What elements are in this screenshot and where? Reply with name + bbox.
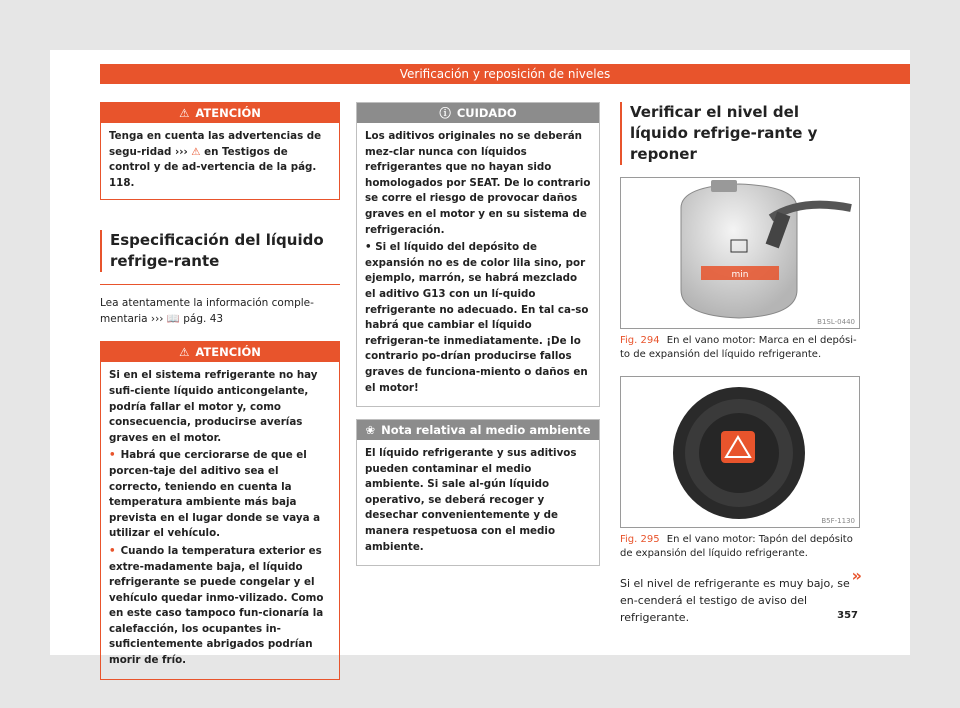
tank-cap-illustration <box>621 377 859 525</box>
warning-box-1-header: ⚠ ATENCIÓN <box>101 103 339 123</box>
page <box>50 50 910 667</box>
section-title-verify: Verificar el nivel del líquido refrige-rante y reponer <box>620 102 860 165</box>
bullet-item: • Cuando la temperatura exterior es extre-madamente baja, el líquido refrigerante se puede congelar y el vehículo quedar inmo-vilizado. Como en este caso tampoco fun-cionaría la calefacción, los ocupantes in-suficientemente abrigados podrían morir de frío. <box>109 544 331 669</box>
warning-icon: ⚠ <box>191 145 201 158</box>
warning-box-2 <box>100 341 340 679</box>
caution-box-header: ⓘ CUIDADO <box>357 103 599 123</box>
warning-box-1 <box>100 102 340 200</box>
page-header-title: Verificación y reposición de niveles <box>399 67 611 81</box>
figure-295-image <box>620 376 860 528</box>
column-3 <box>620 102 860 626</box>
environment-note-box <box>356 419 600 566</box>
warning-box-2-body: Si en el sistema refrigerante no hay sufi-ciente líquido anticongelante, podría fallar el motor y, como consecuencia, producirse averías graves en el motor. • Habrá que cerciorarse de que el porcen-taje del aditivo sea el correcto, teniendo en cuenta la temperatura ambiente más baja prevista en el lugar donde se vaya a utilizar el vehículo. • Cuando la temperatura exterior es extre-madamente baja, el líquido refrigerante se puede congelar y el vehículo quedar inmo-vilizado. Como en este caso tampoco fun-cionaría la calefacción, los ocupantes in-suficientemente abrigados podrían morir de frío. <box>101 362 339 678</box>
body-text: Si el nivel de refrigerante es muy bajo, se en-cenderá el testigo de aviso del refrigerante. <box>620 577 850 624</box>
bullet-dot: • <box>365 241 372 254</box>
environment-note-header: ❀ Nota relativa al medio ambiente <box>357 420 599 440</box>
warning-box-2-header: ⚠ ATENCIÓN <box>101 342 339 362</box>
min-mark-label: min <box>731 270 749 280</box>
continue-chevron: » <box>851 566 862 585</box>
figure-code: B5F-1130 <box>821 517 855 525</box>
environment-note-body: El líquido refrigerante y sus aditivos pueden contaminar el medio ambiente. Si sale al-gún líquido operativo, se deberá recoger y desechar convenientemente y de manera respetuosa con el medio ambiente. <box>365 447 577 553</box>
figure-294-caption: Fig. 294 En el vano motor: Marca en el depósi-to de expansión del líquido refrigerante. <box>620 335 857 360</box>
intro-text: Lea atentamente la información comple-mentaria ››› 📖 pág. 43 <box>100 297 314 326</box>
divider <box>100 284 340 285</box>
warning-box-1-body: Tenga en cuenta las advertencias de segu-ridad ››› ⚠ en Testigos de control y de ad-vertencia de la pág. 118. <box>109 130 322 189</box>
figure-code: B1SL-0440 <box>817 318 855 326</box>
column-2 <box>356 102 600 578</box>
bullet-item: • Habrá que cerciorarse de que el porcen-taje del aditivo sea el correcto, teniendo en cuenta la temperatura ambiente más baja prevista en el lugar donde se vaya a utilizar el vehículo. <box>109 448 331 542</box>
page-header <box>100 64 910 84</box>
warning-icon: ⚠ <box>179 345 190 360</box>
figure-295-caption: Fig. 295 En el vano motor: Tapón del depósito de expansión del líquido refrigerante. <box>620 534 853 559</box>
flower-icon: ❀ <box>365 423 376 438</box>
section-title-specification: Especificación del líquido refrige-rante <box>100 230 340 272</box>
figure-294-image <box>620 177 860 329</box>
info-circle-icon: ⓘ <box>439 106 451 120</box>
book-icon: 📖 <box>166 313 180 326</box>
bullet-item: • Si el líquido del depósito de expansión no es de color lila sino, por ejemplo, marrón, se habrá mezclado el aditivo G13 con un lí-quido refrigerante no adecuado. En tal ca-so habrá que cambiar el líquido refrigeran-te inmediatamente. ¡De lo contrario po-drían producirse fallos graves de funciona-miento o daños en el motor! <box>365 241 589 394</box>
caution-box <box>356 102 600 407</box>
caution-box-body: Los aditivos originales no se deberán mez-clar nunca con líquidos refrigerantes que no hayan sido homologados por SEAT. De lo contrario se corre el riesgo de provocar daños graves en el motor y en su sistema de refrigeración. • Si el líquido del depósito de expansión no es de color lila sino, por ejemplo, marrón, se habrá mezclado el aditivo G13 con un lí-quido refrigerante no adecuado. En tal ca-so habrá que cambiar el líquido refrigeran-te inmediatamente. ¡De lo contrario po-drían producirse fallos graves de funciona-miento o daños en el motor! <box>357 123 599 406</box>
column-1 <box>100 102 340 692</box>
warning-icon: ⚠ <box>179 106 190 120</box>
expansion-tank-illustration <box>621 178 859 326</box>
page-number: 357 <box>837 610 858 621</box>
